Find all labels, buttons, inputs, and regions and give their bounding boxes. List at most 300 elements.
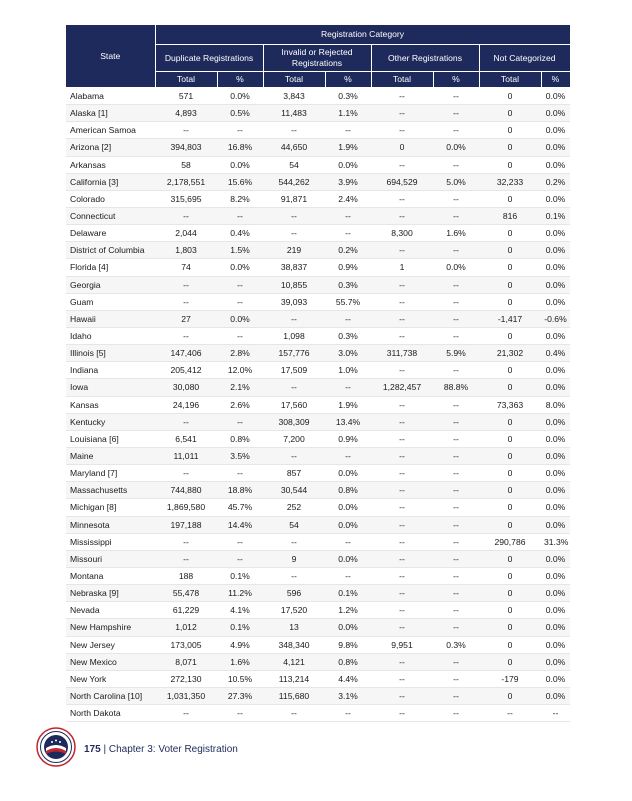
percent-cell: 55.7% bbox=[325, 293, 371, 310]
percent-cell: 0.0% bbox=[541, 156, 570, 173]
percent-cell: 0.0% bbox=[541, 88, 570, 105]
eac-seal-icon bbox=[36, 727, 84, 772]
table-row bbox=[66, 156, 570, 173]
total-cell: 0 bbox=[479, 465, 541, 482]
total-cell: -- bbox=[371, 482, 433, 499]
percent-cell: 3.1% bbox=[325, 687, 371, 704]
total-cell: 1,098 bbox=[263, 327, 325, 344]
percent-cell: 1.2% bbox=[325, 602, 371, 619]
total-cell: 0 bbox=[479, 105, 541, 122]
total-cell: 544,262 bbox=[263, 173, 325, 190]
state-cell: New Hampshire bbox=[66, 619, 155, 636]
total-cell: -- bbox=[371, 327, 433, 344]
total-cell: 219 bbox=[263, 242, 325, 259]
total-cell: -- bbox=[371, 499, 433, 516]
total-cell: 11,483 bbox=[263, 105, 325, 122]
total-cell: 311,738 bbox=[371, 345, 433, 362]
footer-text bbox=[84, 744, 238, 755]
percent-cell: -- bbox=[433, 447, 479, 464]
table-row bbox=[66, 465, 570, 482]
total-cell: 1,282,457 bbox=[371, 379, 433, 396]
percent-cell: -- bbox=[433, 105, 479, 122]
percent-cell: 0.0% bbox=[325, 516, 371, 533]
table-row bbox=[66, 276, 570, 293]
percent-cell: -- bbox=[541, 705, 570, 722]
percent-cell: -- bbox=[433, 293, 479, 310]
category-header-uncategorized: Not Categorized bbox=[479, 45, 570, 72]
total-cell: 27 bbox=[155, 310, 217, 327]
percent-cell: 45.7% bbox=[217, 499, 263, 516]
total-cell: 73,363 bbox=[479, 396, 541, 413]
total-cell: -- bbox=[479, 705, 541, 722]
state-cell: North Carolina [10] bbox=[66, 687, 155, 704]
state-cell: Louisiana [6] bbox=[66, 430, 155, 447]
state-cell: Kentucky bbox=[66, 413, 155, 430]
total-cell: -- bbox=[371, 122, 433, 139]
percent-cell: -0.6% bbox=[541, 310, 570, 327]
percent-cell: 0.0% bbox=[541, 465, 570, 482]
percent-cell: -- bbox=[433, 156, 479, 173]
state-column-header: State bbox=[66, 25, 155, 88]
total-cell: 74 bbox=[155, 259, 217, 276]
percent-cell: 0.0% bbox=[541, 636, 570, 653]
total-cell: -- bbox=[371, 533, 433, 550]
state-cell: Missouri bbox=[66, 550, 155, 567]
total-cell: 91,871 bbox=[263, 190, 325, 207]
state-cell: Delaware bbox=[66, 225, 155, 242]
table-row bbox=[66, 242, 570, 259]
state-cell: Michigan [8] bbox=[66, 499, 155, 516]
total-cell: 0 bbox=[479, 636, 541, 653]
state-cell: District of Columbia bbox=[66, 242, 155, 259]
state-cell: Colorado bbox=[66, 190, 155, 207]
percent-cell: 0.1% bbox=[325, 585, 371, 602]
percent-cell: 0.3% bbox=[325, 276, 371, 293]
percent-cell: -- bbox=[433, 499, 479, 516]
total-cell: -179 bbox=[479, 670, 541, 687]
percent-cell: -- bbox=[433, 122, 479, 139]
percent-cell: 27.3% bbox=[217, 687, 263, 704]
percent-cell: 31.3% bbox=[541, 533, 570, 550]
table-row bbox=[66, 687, 570, 704]
percent-cell: 0.0% bbox=[541, 499, 570, 516]
subheader-percent: % bbox=[217, 72, 263, 88]
table-body bbox=[66, 88, 570, 722]
page-number: 175 bbox=[84, 743, 101, 755]
percent-cell: -- bbox=[217, 465, 263, 482]
total-cell: 694,529 bbox=[371, 173, 433, 190]
total-cell: -- bbox=[263, 705, 325, 722]
subheader-total: Total bbox=[263, 72, 325, 88]
total-cell: 115,680 bbox=[263, 687, 325, 704]
percent-cell: 0.3% bbox=[325, 327, 371, 344]
chapter-title: Chapter 3: Voter Registration bbox=[108, 743, 238, 755]
total-cell: 272,130 bbox=[155, 670, 217, 687]
percent-cell: -- bbox=[433, 242, 479, 259]
percent-cell: 0.9% bbox=[325, 430, 371, 447]
table-row bbox=[66, 533, 570, 550]
total-cell: 0 bbox=[479, 447, 541, 464]
total-cell: -- bbox=[155, 465, 217, 482]
total-cell: 0 bbox=[479, 499, 541, 516]
percent-cell: -- bbox=[433, 653, 479, 670]
table-row bbox=[66, 499, 570, 516]
total-cell: 197,188 bbox=[155, 516, 217, 533]
total-cell: -- bbox=[371, 430, 433, 447]
total-cell: 7,200 bbox=[263, 430, 325, 447]
state-cell: Massachusetts bbox=[66, 482, 155, 499]
total-cell: 0 bbox=[479, 362, 541, 379]
state-cell: Maine bbox=[66, 447, 155, 464]
total-cell: 1,012 bbox=[155, 619, 217, 636]
percent-cell: 0.0% bbox=[541, 105, 570, 122]
percent-cell: 1.9% bbox=[325, 139, 371, 156]
percent-cell: 0.0% bbox=[541, 190, 570, 207]
table-row bbox=[66, 567, 570, 584]
table-row bbox=[66, 362, 570, 379]
total-cell: 0 bbox=[479, 225, 541, 242]
registration-table bbox=[66, 24, 571, 722]
table-row bbox=[66, 122, 570, 139]
total-cell: 0 bbox=[479, 585, 541, 602]
total-cell: 205,412 bbox=[155, 362, 217, 379]
total-cell: 315,695 bbox=[155, 190, 217, 207]
percent-cell: 0.0% bbox=[541, 516, 570, 533]
percent-cell: 0.0% bbox=[217, 156, 263, 173]
table-row bbox=[66, 430, 570, 447]
total-cell: -- bbox=[371, 105, 433, 122]
percent-cell: -- bbox=[325, 310, 371, 327]
percent-cell: -- bbox=[433, 482, 479, 499]
percent-cell: -- bbox=[433, 687, 479, 704]
percent-cell: 0.0% bbox=[541, 362, 570, 379]
percent-cell: 0.0% bbox=[541, 242, 570, 259]
total-cell: 0 bbox=[371, 139, 433, 156]
percent-cell: 0.0% bbox=[325, 465, 371, 482]
subheader-percent: % bbox=[541, 72, 570, 88]
total-cell: -- bbox=[263, 225, 325, 242]
state-cell: Florida [4] bbox=[66, 259, 155, 276]
total-cell: 58 bbox=[155, 156, 217, 173]
total-cell: -- bbox=[155, 122, 217, 139]
percent-cell: 0.0% bbox=[541, 687, 570, 704]
percent-cell: -- bbox=[433, 430, 479, 447]
total-cell: 0 bbox=[479, 156, 541, 173]
percent-cell: 14.4% bbox=[217, 516, 263, 533]
total-cell: 0 bbox=[479, 242, 541, 259]
total-cell: -- bbox=[371, 516, 433, 533]
percent-cell: 0.1% bbox=[217, 619, 263, 636]
total-cell: -- bbox=[371, 619, 433, 636]
table-header bbox=[66, 25, 570, 88]
total-cell: -- bbox=[371, 293, 433, 310]
state-cell: Alaska [1] bbox=[66, 105, 155, 122]
percent-cell: -- bbox=[433, 516, 479, 533]
percent-cell: 3.5% bbox=[217, 447, 263, 464]
percent-cell: -- bbox=[433, 585, 479, 602]
percent-cell: 3.9% bbox=[325, 173, 371, 190]
total-cell: 10,855 bbox=[263, 276, 325, 293]
page-footer bbox=[36, 726, 238, 772]
state-cell: Arkansas bbox=[66, 156, 155, 173]
percent-cell: -- bbox=[217, 122, 263, 139]
state-cell: New York bbox=[66, 670, 155, 687]
percent-cell: 0.0% bbox=[325, 550, 371, 567]
table-row bbox=[66, 345, 570, 362]
total-cell: -- bbox=[155, 293, 217, 310]
table-row bbox=[66, 139, 570, 156]
total-cell: -- bbox=[263, 447, 325, 464]
total-cell: 0 bbox=[479, 550, 541, 567]
total-cell: 8,300 bbox=[371, 225, 433, 242]
state-cell: Mississippi bbox=[66, 533, 155, 550]
total-cell: 30,544 bbox=[263, 482, 325, 499]
state-cell: Arizona [2] bbox=[66, 139, 155, 156]
percent-cell: 1.6% bbox=[217, 653, 263, 670]
total-cell: 17,509 bbox=[263, 362, 325, 379]
total-cell: 0 bbox=[479, 430, 541, 447]
total-cell: 24,196 bbox=[155, 396, 217, 413]
subheader-percent: % bbox=[325, 72, 371, 88]
percent-cell: 10.5% bbox=[217, 670, 263, 687]
total-cell: 394,803 bbox=[155, 139, 217, 156]
percent-cell: 4.1% bbox=[217, 602, 263, 619]
percent-cell: 0.0% bbox=[541, 122, 570, 139]
total-cell: 0 bbox=[479, 602, 541, 619]
total-cell: -- bbox=[155, 327, 217, 344]
total-cell: 21,302 bbox=[479, 345, 541, 362]
category-header-duplicate: Duplicate Registrations bbox=[155, 45, 263, 72]
state-cell: Maryland [7] bbox=[66, 465, 155, 482]
total-cell: 11,011 bbox=[155, 447, 217, 464]
percent-cell: 0.3% bbox=[433, 636, 479, 653]
total-cell: -- bbox=[155, 533, 217, 550]
state-cell: Indiana bbox=[66, 362, 155, 379]
state-cell: Georgia bbox=[66, 276, 155, 293]
state-cell: Kansas bbox=[66, 396, 155, 413]
percent-cell: 0.0% bbox=[217, 259, 263, 276]
state-cell: American Samoa bbox=[66, 122, 155, 139]
state-cell: Hawaii bbox=[66, 310, 155, 327]
state-cell: Connecticut bbox=[66, 207, 155, 224]
percent-cell: 0.0% bbox=[541, 653, 570, 670]
percent-cell: 5.9% bbox=[433, 345, 479, 362]
percent-cell: -- bbox=[217, 705, 263, 722]
state-cell: California [3] bbox=[66, 173, 155, 190]
percent-cell: -- bbox=[433, 327, 479, 344]
percent-cell: 0.0% bbox=[541, 619, 570, 636]
percent-cell: 0.0% bbox=[541, 602, 570, 619]
total-cell: 188 bbox=[155, 567, 217, 584]
table-row bbox=[66, 636, 570, 653]
percent-cell: 88.8% bbox=[433, 379, 479, 396]
percent-cell: -- bbox=[433, 276, 479, 293]
total-cell: 17,520 bbox=[263, 602, 325, 619]
total-cell: -- bbox=[371, 447, 433, 464]
table-row bbox=[66, 447, 570, 464]
state-cell: Illinois [5] bbox=[66, 345, 155, 362]
percent-cell: 0.0% bbox=[541, 293, 570, 310]
total-cell: -- bbox=[263, 207, 325, 224]
percent-cell: -- bbox=[325, 533, 371, 550]
percent-cell: -- bbox=[217, 413, 263, 430]
table-row bbox=[66, 585, 570, 602]
state-cell: Nevada bbox=[66, 602, 155, 619]
percent-cell: 0.0% bbox=[541, 413, 570, 430]
total-cell: -- bbox=[371, 396, 433, 413]
category-header-other: Other Registrations bbox=[371, 45, 479, 72]
percent-cell: 1.0% bbox=[325, 362, 371, 379]
percent-cell: 11.2% bbox=[217, 585, 263, 602]
percent-cell: -- bbox=[325, 379, 371, 396]
total-cell: -- bbox=[371, 550, 433, 567]
total-cell: -- bbox=[371, 567, 433, 584]
total-cell: 157,776 bbox=[263, 345, 325, 362]
percent-cell: 0.0% bbox=[541, 550, 570, 567]
subheader-percent: % bbox=[433, 72, 479, 88]
percent-cell: 0.0% bbox=[217, 310, 263, 327]
total-cell: -- bbox=[371, 585, 433, 602]
percent-cell: 0.4% bbox=[217, 225, 263, 242]
total-cell: -- bbox=[371, 413, 433, 430]
percent-cell: 16.8% bbox=[217, 139, 263, 156]
percent-cell: -- bbox=[217, 550, 263, 567]
total-cell: -- bbox=[155, 413, 217, 430]
table-row bbox=[66, 550, 570, 567]
percent-cell: 0.0% bbox=[541, 430, 570, 447]
total-cell: -- bbox=[263, 567, 325, 584]
percent-cell: 5.0% bbox=[433, 173, 479, 190]
percent-cell: 18.8% bbox=[217, 482, 263, 499]
total-cell: -- bbox=[371, 653, 433, 670]
total-cell: 0 bbox=[479, 516, 541, 533]
percent-cell: 0.0% bbox=[325, 156, 371, 173]
total-cell: 38,837 bbox=[263, 259, 325, 276]
state-cell: Idaho bbox=[66, 327, 155, 344]
total-cell: -- bbox=[155, 550, 217, 567]
table-row bbox=[66, 327, 570, 344]
total-cell: -- bbox=[371, 242, 433, 259]
total-cell: 290,786 bbox=[479, 533, 541, 550]
percent-cell: 1.9% bbox=[325, 396, 371, 413]
percent-cell: -- bbox=[325, 447, 371, 464]
subheader-total: Total bbox=[479, 72, 541, 88]
percent-cell: 0.0% bbox=[325, 619, 371, 636]
table-row bbox=[66, 207, 570, 224]
percent-cell: 1.6% bbox=[433, 225, 479, 242]
percent-cell: 2.4% bbox=[325, 190, 371, 207]
percent-cell: 1.5% bbox=[217, 242, 263, 259]
state-cell: Alabama bbox=[66, 88, 155, 105]
percent-cell: -- bbox=[433, 705, 479, 722]
total-cell: -- bbox=[371, 362, 433, 379]
total-cell: 0 bbox=[479, 619, 541, 636]
total-cell: 0 bbox=[479, 122, 541, 139]
table-row bbox=[66, 379, 570, 396]
total-cell: 30,080 bbox=[155, 379, 217, 396]
percent-cell: -- bbox=[433, 362, 479, 379]
table-row bbox=[66, 225, 570, 242]
percent-cell: -- bbox=[217, 533, 263, 550]
total-cell: 113,214 bbox=[263, 670, 325, 687]
table-row bbox=[66, 190, 570, 207]
total-cell: 4,121 bbox=[263, 653, 325, 670]
percent-cell: 2.1% bbox=[217, 379, 263, 396]
percent-cell: 13.4% bbox=[325, 413, 371, 430]
total-cell: 0 bbox=[479, 276, 541, 293]
registration-category-header: Registration Category bbox=[155, 25, 570, 45]
total-cell: -- bbox=[263, 310, 325, 327]
footer-separator: | bbox=[103, 743, 107, 755]
total-cell: 1,869,580 bbox=[155, 499, 217, 516]
percent-cell: -- bbox=[325, 122, 371, 139]
percent-cell: 0.0% bbox=[217, 88, 263, 105]
total-cell: 1,031,350 bbox=[155, 687, 217, 704]
total-cell: 6,541 bbox=[155, 430, 217, 447]
total-cell: 0 bbox=[479, 327, 541, 344]
percent-cell: 2.6% bbox=[217, 396, 263, 413]
total-cell: 0 bbox=[479, 259, 541, 276]
percent-cell: 0.4% bbox=[541, 345, 570, 362]
table-row bbox=[66, 619, 570, 636]
percent-cell: 4.9% bbox=[217, 636, 263, 653]
total-cell: 54 bbox=[263, 516, 325, 533]
percent-cell: 0.2% bbox=[325, 242, 371, 259]
table-row bbox=[66, 105, 570, 122]
total-cell: 0 bbox=[479, 293, 541, 310]
total-cell: 857 bbox=[263, 465, 325, 482]
percent-cell: 9.8% bbox=[325, 636, 371, 653]
percent-cell: 12.0% bbox=[217, 362, 263, 379]
percent-cell: -- bbox=[433, 413, 479, 430]
total-cell: 348,340 bbox=[263, 636, 325, 653]
total-cell: -- bbox=[371, 190, 433, 207]
total-cell: -- bbox=[155, 207, 217, 224]
percent-cell: 0.0% bbox=[433, 139, 479, 156]
subheader-total: Total bbox=[371, 72, 433, 88]
total-cell: -- bbox=[371, 207, 433, 224]
total-cell: -- bbox=[371, 156, 433, 173]
total-cell: 0 bbox=[479, 687, 541, 704]
percent-cell: -- bbox=[433, 619, 479, 636]
percent-cell: 0.3% bbox=[325, 88, 371, 105]
percent-cell: -- bbox=[217, 276, 263, 293]
total-cell: 13 bbox=[263, 619, 325, 636]
table-row bbox=[66, 293, 570, 310]
percent-cell: 0.8% bbox=[217, 430, 263, 447]
total-cell: 0 bbox=[479, 653, 541, 670]
percent-cell: 0.0% bbox=[541, 327, 570, 344]
percent-cell: 0.0% bbox=[433, 259, 479, 276]
category-header-invalid: Invalid or Rejected Registrations bbox=[263, 45, 371, 72]
total-cell: 2,044 bbox=[155, 225, 217, 242]
total-cell: 0 bbox=[479, 567, 541, 584]
total-cell: 147,406 bbox=[155, 345, 217, 362]
percent-cell: 1.1% bbox=[325, 105, 371, 122]
percent-cell: 0.0% bbox=[541, 670, 570, 687]
percent-cell: 8.2% bbox=[217, 190, 263, 207]
total-cell: 744,880 bbox=[155, 482, 217, 499]
percent-cell: 2.8% bbox=[217, 345, 263, 362]
percent-cell: 0.0% bbox=[541, 259, 570, 276]
table-row bbox=[66, 173, 570, 190]
table-row bbox=[66, 670, 570, 687]
total-cell: 308,309 bbox=[263, 413, 325, 430]
percent-cell: -- bbox=[433, 310, 479, 327]
table-row bbox=[66, 705, 570, 722]
total-cell: 4,893 bbox=[155, 105, 217, 122]
total-cell: 3,843 bbox=[263, 88, 325, 105]
